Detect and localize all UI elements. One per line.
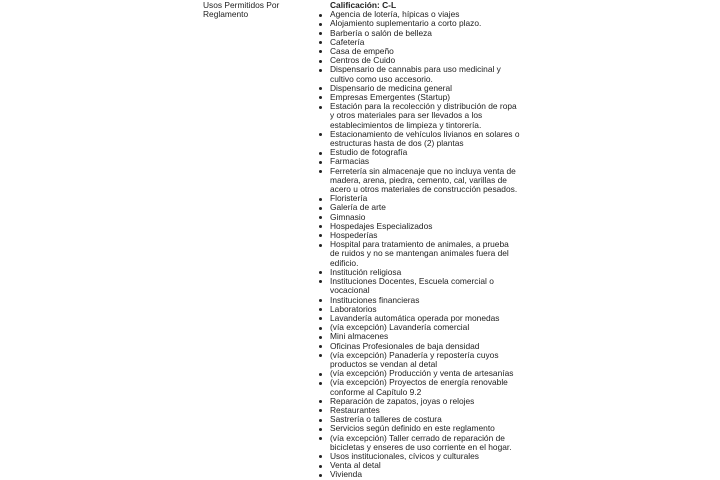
list-item: (vía excepción) Producción y venta de artesanías — [330, 369, 520, 378]
list-item: (vía excepción) Lavandería comercial — [330, 323, 520, 332]
list-item: Sastrería o talleres de costura — [330, 415, 520, 424]
list-item: Barbería o salón de belleza — [330, 29, 520, 38]
permitted-uses-label: Usos Permitidos Por Reglamento — [203, 0, 280, 20]
list-item: Instituciones financieras — [330, 296, 520, 305]
list-item: Restaurantes — [330, 406, 520, 415]
list-item: Laboratorios — [330, 305, 520, 314]
list-item: Farmacias — [330, 157, 520, 166]
list-item: Estación para la recolección y distribución de ropa y otros materiales para ser llevados a los establecimientos de limpieza y tintorería. — [330, 102, 520, 130]
zoning-qualification-heading: Calificación: C-L — [330, 0, 397, 10]
list-item: Galería de arte — [330, 203, 520, 212]
list-item: Alojamiento suplementario a corto plazo. — [330, 19, 520, 28]
list-item: Lavandería automática operada por monedas — [330, 314, 520, 323]
list-item: Casa de empeño — [330, 47, 520, 56]
list-item: Servicios según definido en este reglamento — [330, 424, 520, 433]
list-item: Estacionamiento de vehículos livianos en solares o estructuras hasta de dos (2) plantas — [330, 128, 520, 149]
list-item: Empresas Emergentes (Startup) — [330, 93, 520, 102]
list-item: (vía excepción) Panadería y repostería cuyos productos se vendan al detal — [330, 351, 520, 369]
list-item: Cafetería — [330, 38, 520, 47]
list-item: Ferretería sin almacenaje que no incluya venta de madera, arena, piedra, cemento, cal, varillas de acero u otros materiales de construcción pesados. — [330, 167, 520, 195]
list-item: Venta al detal — [330, 461, 520, 470]
list-item: (vía excepción) Proyectos de energía renovable conforme al Capítulo 9.2 — [330, 378, 520, 396]
list-item: Institución religiosa — [330, 268, 520, 277]
list-item: Dispensario de medicina general — [330, 84, 520, 93]
list-item: Oficinas Profesionales de baja densidad — [330, 342, 520, 351]
list-item: Hospederías — [330, 231, 520, 240]
list-item: Usos institucionales, cívicos y culturales — [330, 452, 520, 461]
list-item: Agencia de lotería, hípicas o viajes — [330, 10, 520, 19]
list-item: Reparación de zapatos, joyas o relojes — [330, 397, 520, 406]
list-item: Dispensario de cannabis para uso medicinal y cultivo como uso accesorio. — [330, 65, 520, 83]
list-item: Floristería — [330, 194, 520, 203]
list-item: Instituciones Docentes, Escuela comercial o vocacional — [330, 277, 520, 295]
list-item: Gimnasio — [330, 213, 520, 222]
permitted-uses-value — [330, 1, 520, 480]
list-item: Centros de Cuido — [330, 56, 520, 65]
list-item: Vivienda — [330, 470, 520, 479]
list-item: Mini almacenes — [330, 332, 520, 341]
list-item: (vía excepción) Taller cerrado de reparación de bicicletas y enseres de uso corriente en el hogar. — [330, 434, 520, 452]
list-item: Hospital para tratamiento de animales, a prueba de ruidos y no se mantengan animales fuera del edificio. — [330, 240, 520, 268]
permitted-uses-list — [330, 10, 520, 479]
list-item: Hospedajes Especializados — [330, 222, 520, 231]
list-item: Estudio de fotografía — [330, 148, 520, 157]
